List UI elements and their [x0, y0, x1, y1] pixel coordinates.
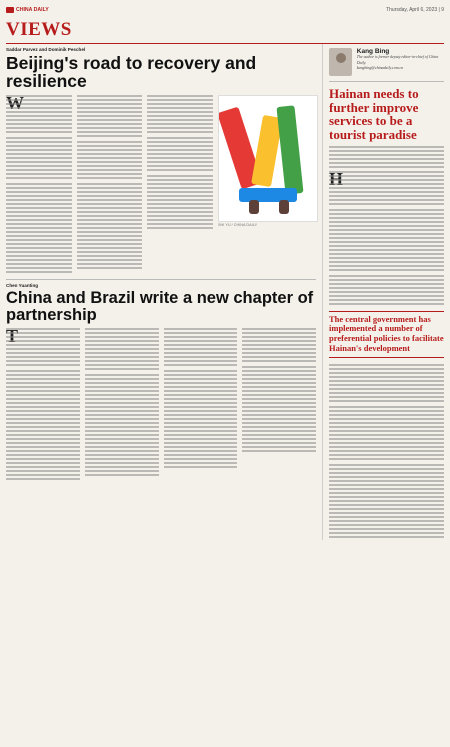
columnist-photo	[329, 48, 352, 76]
right-column	[323, 44, 444, 540]
article2-headline: China and Brazil write a new chapter of partnership	[6, 288, 314, 325]
article1-headline: Beijing's road to recovery and resilience	[6, 53, 257, 92]
article1-body	[6, 95, 316, 275]
article-divider	[6, 279, 316, 280]
left-column	[6, 44, 323, 540]
section-title: VIEWS	[6, 19, 72, 40]
cartoon-illustration	[218, 95, 318, 222]
columnist-box	[329, 48, 444, 76]
date-page-number: Thursday, April 6, 2023 | 9	[386, 7, 444, 13]
columnist-name: Kang Bing	[356, 48, 390, 55]
pull-quote: The central government has implemented a number of preferential policies to facilitate Hainan's development	[329, 311, 444, 358]
article2-byline: Chen Yuanting	[6, 282, 39, 288]
article1-author-bio	[147, 215, 213, 229]
editors-note	[329, 146, 444, 168]
cartoon-credit: SHI YU / CHINA DAILY	[218, 222, 258, 227]
article1-byline: Saddar Parvez and Dominik Peschel	[6, 47, 86, 52]
hainan-headline: Hainan needs to further improve services to be a tourist paradise	[329, 86, 419, 142]
publication-name: CHINA DAILY	[16, 7, 49, 13]
columnist-bio: The author is former deputy editor-in-chief of China Daily.	[356, 55, 439, 65]
masthead	[6, 4, 444, 16]
column-divider	[329, 81, 444, 82]
columnist-email: kangbing@chinadaily.com.cn	[356, 66, 404, 70]
publication-logo	[6, 7, 49, 13]
article2-author-bio	[242, 438, 316, 452]
china-daily-logo-icon	[6, 7, 14, 13]
article2-body	[6, 328, 316, 482]
